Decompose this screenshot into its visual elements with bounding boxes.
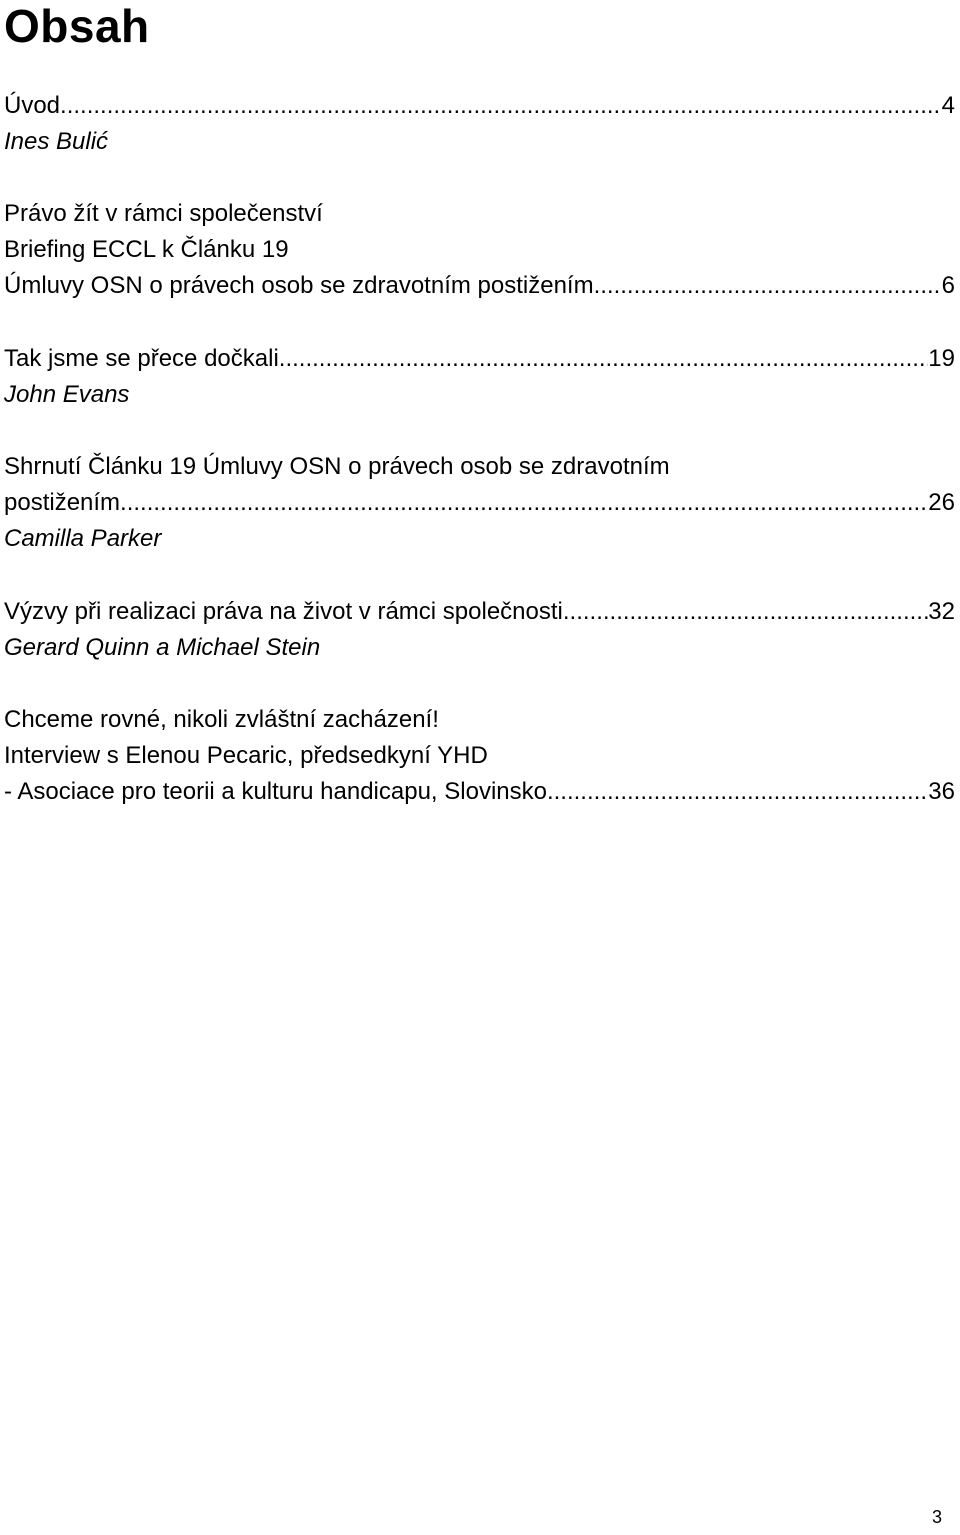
toc-line <box>4 268 955 304</box>
dot-leader <box>570 594 929 630</box>
toc-entry-finally[interactable] <box>4 341 955 413</box>
page-footer-number: 3 <box>931 1507 942 1527</box>
toc-line <box>4 485 955 521</box>
toc-page-number: 19 <box>928 345 955 372</box>
toc-entry-interview[interactable] <box>4 702 955 810</box>
toc-entry-title: Výzvy při realizaci práva na život v rámci společnosti. <box>4 598 570 625</box>
toc-entry-subtitle: Interview s Elenou Pecaric, předsedkyní YHD <box>4 742 488 769</box>
toc-entry-subtitle: Briefing ECCL k Článku 19 <box>4 236 289 263</box>
toc-entry-summary[interactable] <box>4 449 955 557</box>
toc-entry-title: Chceme rovné, nikoli zvláštní zacházení! <box>4 706 439 733</box>
toc-entry-title: Úvod <box>4 92 61 119</box>
toc-page-number: 36 <box>928 778 955 805</box>
toc-page-number: 4 <box>941 92 955 119</box>
toc-entry-title: Tak jsme se přece dočkali. <box>4 345 286 372</box>
toc-entry-title: Shrnutí Článku 19 Úmluvy OSN o právech osob se zdravotním <box>4 453 670 480</box>
toc-line <box>4 774 955 810</box>
toc-entry-challenges[interactable] <box>4 594 955 666</box>
toc-entry-subtitle: Úmluvy OSN o právech osob se zdravotním postižením. <box>4 272 601 299</box>
toc-line <box>4 88 955 124</box>
toc-entry-author: Gerard Quinn a Michael Stein <box>4 634 321 661</box>
toc-entry-right-to-live[interactable] <box>4 196 955 304</box>
toc-page-number: 26 <box>928 489 955 516</box>
toc-entry-author: John Evans <box>4 381 130 408</box>
dot-leader <box>600 268 941 304</box>
toc-line <box>4 594 955 630</box>
toc-entry-title-cont: postižením. <box>4 489 127 516</box>
toc-page-number: 6 <box>941 272 955 299</box>
dot-leader <box>285 341 928 377</box>
dot-leader <box>547 774 928 810</box>
toc-entry-author: Camilla Parker <box>4 525 162 552</box>
toc-page-number: 32 <box>928 598 955 625</box>
dot-leader <box>127 485 929 521</box>
toc-entry-title: Právo žít v rámci společenství <box>4 200 323 227</box>
toc-line <box>4 341 955 377</box>
page-title: Obsah <box>4 0 150 52</box>
toc-entry-intro[interactable] <box>4 88 955 160</box>
toc-entry-subtitle: - Asociace pro teorii a kulturu handicapu, Slovinsko <box>4 778 547 805</box>
dot-leader <box>60 88 942 124</box>
toc-entry-author: Ines Bulić <box>4 128 109 155</box>
